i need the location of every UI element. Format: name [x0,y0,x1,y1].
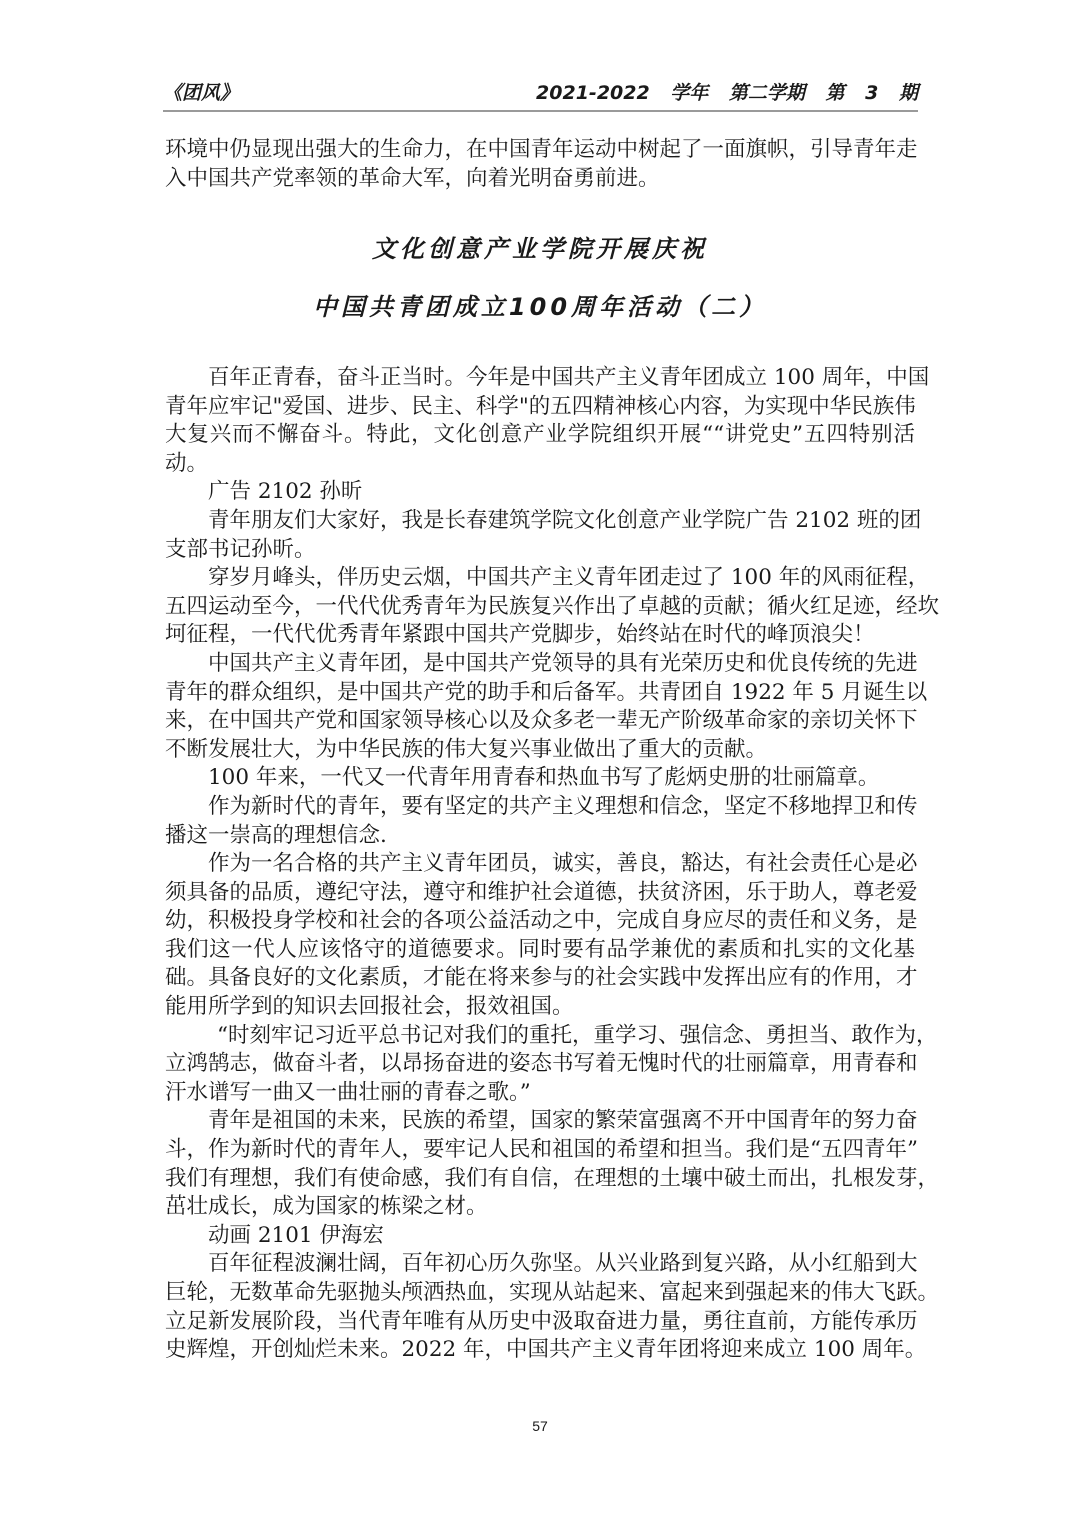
text-line: 百年正青春，奋斗正当时。今年是中国共产主义青年团成立 100 周年，中国 [208,365,930,390]
text-line: 穿岁月峰头，伴历史云烟，中国共产主义青年团走过了 100 年的风雨征程， [208,565,930,591]
text-line: 大复兴而不懈奋斗。特此，文化创意产业学院组织开展““讲党史”五四特别活 [165,422,915,448]
text-line: 青年是祖国的未来，民族的希望，国家的繁荣富强离不开中国青年的努力奋 [208,1108,918,1134]
text-line: 百年征程波澜壮阔，百年初心历久弥坚。从兴业路到复兴路，从小红船到大 [208,1251,918,1277]
text-line: 支部书记孙昕。 [165,536,316,562]
text-line: 来，在中国共产党和国家领导核心以及众多老一辈无产阶级革命家的亲切关怀下 [165,708,918,734]
journal-name: 《团风》 [163,82,240,104]
text-line: 动。 [165,450,209,476]
text-line: 五四运动至今，一代代优秀青年为民族复兴作出了卓越的贡献；循火红足迹，经坎 [165,593,940,619]
text-line: “时刻牢记习近平总书记对我们的重托，重学习、强信念、勇担当、敢作为， [217,1022,938,1048]
text-line: 环境中仍显现出强大的生命力，在中国青年运动中树起了一面旗帜，引导青年走 [165,137,918,162]
text-line: 汗水谱写一曲又一曲壮丽的青春之歌。” [165,1079,531,1105]
text-line: 青年的群众组织，是中国共产党的助手和后备军。共青团自 1922 年 5 月诞生以 [165,679,928,705]
issue-info: 2021-2022 学年 第二学期 第 3 期 [536,82,918,104]
text-line: 我们有理想，我们有使命感，我们有自信，在理想的土壤中破土而出，扎根发芽， [165,1165,940,1191]
intro-paragraph [165,136,918,193]
article-body [165,364,940,1365]
text-line: 不断发展壮大，为中华民族的伟大复兴事业做出了重大的贡献。 [165,736,768,762]
text-line: 入中国共产党率领的革命大军，向着光明奋勇前进。 [165,165,660,191]
text-line: 100 年来，一代又一代青年用青春和热血书写了彪炳史册的壮丽篇章。 [208,765,880,791]
text-line: 茁壮成长，成为国家的栋梁之材。 [165,1194,488,1220]
text-line: 幼，积极投身学校和社会的各项公益活动之中，完成自身应尽的责任和义务，是 [165,908,918,934]
text-line: 史辉煌，开创灿烂未来。2022 年，中国共产主义青年团将迎来成立 100 周年。 [165,1337,927,1363]
text-line: 立鸿鹄志，做奋斗者，以昂扬奋进的姿态书写着无愧时代的壮丽篇章，用青春和 [165,1051,918,1077]
text-line: 巨轮，无数革命先驱抛头颅洒热血，实现从站起来、富起来到强起来的伟大飞跃。 [165,1280,940,1305]
header-rule [163,110,918,112]
text-line: 播这一崇高的理想信念. [165,822,387,848]
text-line: 广告 2102 孙昕 [208,479,363,505]
page-number: 57 [532,1418,548,1434]
running-header [163,78,918,108]
text-line: 能用所学到的知识去回报社会，报效祖国。 [165,994,574,1020]
text-line: 青年应牢记"爱国、进步、民主、科学"的五四精神核心内容，为实现中华民族伟 [165,393,916,419]
text-line: 须具备的品质，遵纪守法，遵守和维护社会道德，扶贫济困，乐于助人，尊老爱 [165,879,918,905]
text-line: 动画 2101 伊海宏 [208,1222,384,1248]
text-line: 作为新时代的青年，要有坚定的共产主义理想和信念，坚定不移地捍卫和传 [208,793,918,819]
article-title-line-2: 中国共青团成立100周年活动（二） [312,293,768,321]
text-line: 坷征程，一代代优秀青年紧跟中国共产党脚步，始终站在时代的峰顶浪尖！ [165,622,875,648]
text-line: 中国共产主义青年团，是中国共产党领导的具有光荣历史和优良传统的先进 [208,650,918,676]
text-line: 作为一名合格的共产主义青年团员，诚实，善良，豁达，有社会责任心是必 [208,851,918,877]
text-line: 斗，作为新时代的青年人，要牢记人民和祖国的希望和担当。我们是“五四青年” [165,1137,918,1163]
text-line: 立足新发展阶段，当代青年唯有从历史中汲取奋进力量，勇往直前，方能传承历 [165,1308,918,1334]
text-line: 我们这一代人应该恪守的道德要求。同时要有品学兼优的素质和扎实的文化基 [165,936,915,962]
text-line: 础。具备良好的文化素质，才能在将来参与的社会实践中发挥出应有的作用，才 [165,965,918,991]
article-title-line-1: 文化创意产业学院开展庆祝 [372,235,708,263]
text-line: 青年朋友们大家好，我是长春建筑学院文化创意产业学院广告 2102 班的团 [208,507,922,533]
